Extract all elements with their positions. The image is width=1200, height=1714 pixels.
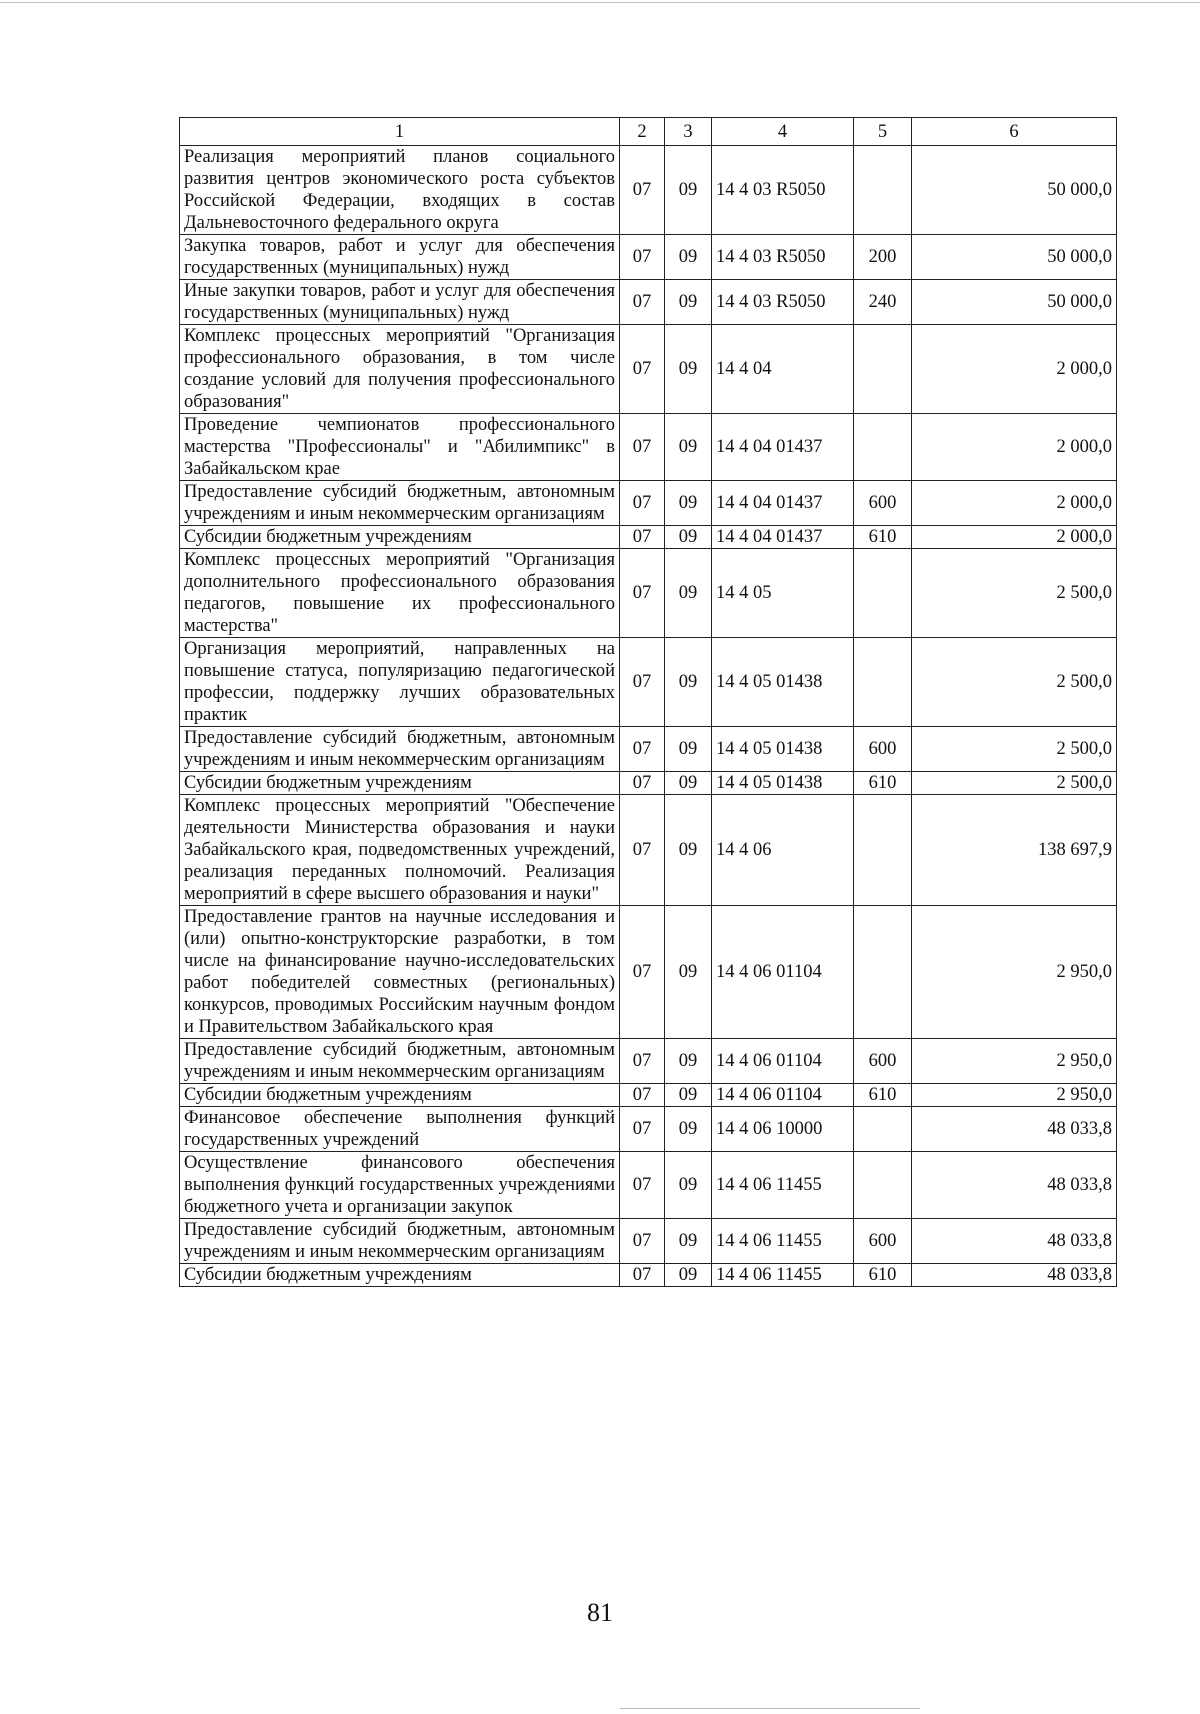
amount: 2 950,0 [912,906,1117,1039]
amount: 2 000,0 [912,325,1117,414]
target-article-code: 14 4 06 01104 [712,1039,854,1084]
expense-type-code [854,1152,912,1219]
subsection-code: 09 [665,638,712,727]
section-code: 07 [620,795,665,906]
subsection-code: 09 [665,1219,712,1264]
expense-type-code [854,414,912,481]
expense-type-code [854,906,912,1039]
budget-table [179,117,1117,1287]
header-col-1: 1 [180,118,620,146]
expense-type-code: 600 [854,1219,912,1264]
table-row [180,772,1117,795]
amount: 2 500,0 [912,772,1117,795]
target-article-code: 14 4 04 01437 [712,481,854,526]
item-name: Осуществление финансового обеспечения выполнения функций государственных учреждениями бюджетного учета и организации закупок [180,1152,620,1219]
expense-type-code [854,1107,912,1152]
section-code: 07 [620,727,665,772]
target-article-code: 14 4 05 01438 [712,638,854,727]
subsection-code: 09 [665,727,712,772]
section-code: 07 [620,1084,665,1107]
scan-line-top [0,2,1200,3]
subsection-code: 09 [665,325,712,414]
subsection-code: 09 [665,235,712,280]
table-row [180,795,1117,906]
expense-type-code: 610 [854,772,912,795]
item-name: Предоставление грантов на научные исследования и (или) опытно-конструкторские разработки, в том числе на финансирование научно-исследовательских работ победителей совместных (региональных) конкурсов, проводимых Российским научным фондом и Правительством Забайкальского края [180,906,620,1039]
expense-type-code: 610 [854,1264,912,1287]
amount: 2 500,0 [912,638,1117,727]
item-name: Организация мероприятий, направленных на повышение статуса, популяризацию педагогической профессии, поддержку лучших образовательных практик [180,638,620,727]
table-row [180,1039,1117,1084]
section-code: 07 [620,549,665,638]
section-code: 07 [620,235,665,280]
section-code: 07 [620,906,665,1039]
subsection-code: 09 [665,526,712,549]
amount: 2 000,0 [912,414,1117,481]
header-col-2: 2 [620,118,665,146]
expense-type-code [854,638,912,727]
amount: 48 033,8 [912,1107,1117,1152]
subsection-code: 09 [665,795,712,906]
amount: 2 950,0 [912,1039,1117,1084]
table-row [180,235,1117,280]
table-row [180,1107,1117,1152]
section-code: 07 [620,1264,665,1287]
section-code: 07 [620,1107,665,1152]
target-article-code: 14 4 06 [712,795,854,906]
item-name: Комплекс процессных мероприятий "Организация профессионального образования, в том числе создание условий для получения профессионального образования" [180,325,620,414]
expense-type-code: 240 [854,280,912,325]
target-article-code: 14 4 06 10000 [712,1107,854,1152]
expense-type-code: 610 [854,526,912,549]
target-article-code: 14 4 03 R5050 [712,235,854,280]
table-row [180,1152,1117,1219]
target-article-code: 14 4 05 01438 [712,727,854,772]
header-col-5: 5 [854,118,912,146]
table-row [180,549,1117,638]
amount: 2 000,0 [912,481,1117,526]
table-row [180,906,1117,1039]
table-row [180,1219,1117,1264]
subsection-code: 09 [665,280,712,325]
subsection-code: 09 [665,1152,712,1219]
item-name: Субсидии бюджетным учреждениям [180,1264,620,1287]
subsection-code: 09 [665,906,712,1039]
target-article-code: 14 4 06 11455 [712,1264,854,1287]
amount: 2 500,0 [912,549,1117,638]
target-article-code: 14 4 04 01437 [712,526,854,549]
subsection-code: 09 [665,1039,712,1084]
section-code: 07 [620,1039,665,1084]
section-code: 07 [620,1219,665,1264]
target-article-code: 14 4 06 01104 [712,1084,854,1107]
expense-type-code: 200 [854,235,912,280]
section-code: 07 [620,526,665,549]
expense-type-code [854,795,912,906]
subsection-code: 09 [665,146,712,235]
header-col-6: 6 [912,118,1117,146]
section-code: 07 [620,638,665,727]
subsection-code: 09 [665,1107,712,1152]
table-row [180,414,1117,481]
item-name: Проведение чемпионатов профессионального мастерства "Профессионалы" и "Абилимпикс" в Забайкальском крае [180,414,620,481]
subsection-code: 09 [665,772,712,795]
table-row [180,481,1117,526]
amount: 48 033,8 [912,1264,1117,1287]
target-article-code: 14 4 04 [712,325,854,414]
amount: 48 033,8 [912,1219,1117,1264]
amount: 50 000,0 [912,235,1117,280]
expense-type-code [854,325,912,414]
item-name: Финансовое обеспечение выполнения функций государственных учреждений [180,1107,620,1152]
target-article-code: 14 4 06 11455 [712,1152,854,1219]
expense-type-code: 610 [854,1084,912,1107]
item-name: Субсидии бюджетным учреждениям [180,526,620,549]
expense-type-code [854,549,912,638]
item-name: Реализация мероприятий планов социального развития центров экономического роста субъектов Российской Федерации, входящих в состав Дальневосточного федерального округа [180,146,620,235]
table-header-row [180,118,1117,146]
table-row [180,1084,1117,1107]
item-name: Предоставление субсидий бюджетным, автономным учреждениям и иным некоммерческим организациям [180,727,620,772]
section-code: 07 [620,146,665,235]
subsection-code: 09 [665,1264,712,1287]
amount: 2 950,0 [912,1084,1117,1107]
item-name: Комплекс процессных мероприятий "Обеспечение деятельности Министерства образования и науки Забайкальского края, подведомственных учреждений, реализация переданных полномочий. Реализация мероприятий в сфере высшего образования и науки" [180,795,620,906]
amount: 50 000,0 [912,280,1117,325]
item-name: Предоставление субсидий бюджетным, автономным учреждениям и иным некоммерческим организациям [180,1039,620,1084]
target-article-code: 14 4 05 [712,549,854,638]
target-article-code: 14 4 04 01437 [712,414,854,481]
table-row [180,280,1117,325]
item-name: Предоставление субсидий бюджетным, автономным учреждениям и иным некоммерческим организациям [180,481,620,526]
section-code: 07 [620,481,665,526]
section-code: 07 [620,772,665,795]
section-code: 07 [620,1152,665,1219]
item-name: Субсидии бюджетным учреждениям [180,772,620,795]
table-row [180,325,1117,414]
page-number: 81 [587,1598,613,1627]
table-row [180,1264,1117,1287]
table-row [180,727,1117,772]
item-name: Субсидии бюджетным учреждениям [180,1084,620,1107]
expense-type-code: 600 [854,481,912,526]
item-name: Иные закупки товаров, работ и услуг для обеспечения государственных (муниципальных) нужд [180,280,620,325]
item-name: Предоставление субсидий бюджетным, автономным учреждениям и иным некоммерческим организациям [180,1219,620,1264]
table-row [180,526,1117,549]
target-article-code: 14 4 03 R5050 [712,280,854,325]
expense-type-code [854,146,912,235]
target-article-code: 14 4 06 11455 [712,1219,854,1264]
header-col-3: 3 [665,118,712,146]
amount: 2 000,0 [912,526,1117,549]
expense-type-code: 600 [854,727,912,772]
item-name: Комплекс процессных мероприятий "Организация дополнительного профессионального образования педагогов, повышение их профессионального мастерства" [180,549,620,638]
table-row [180,638,1117,727]
expense-type-code: 600 [854,1039,912,1084]
section-code: 07 [620,325,665,414]
amount: 2 500,0 [912,727,1117,772]
table-row [180,146,1117,235]
header-col-4: 4 [712,118,854,146]
target-article-code: 14 4 06 01104 [712,906,854,1039]
target-article-code: 14 4 03 R5050 [712,146,854,235]
section-code: 07 [620,280,665,325]
amount: 48 033,8 [912,1152,1117,1219]
scan-line-bottom [620,1708,920,1709]
subsection-code: 09 [665,1084,712,1107]
amount: 50 000,0 [912,146,1117,235]
subsection-code: 09 [665,481,712,526]
item-name: Закупка товаров, работ и услуг для обеспечения государственных (муниципальных) нужд [180,235,620,280]
subsection-code: 09 [665,414,712,481]
amount: 138 697,9 [912,795,1117,906]
target-article-code: 14 4 05 01438 [712,772,854,795]
subsection-code: 09 [665,549,712,638]
section-code: 07 [620,414,665,481]
